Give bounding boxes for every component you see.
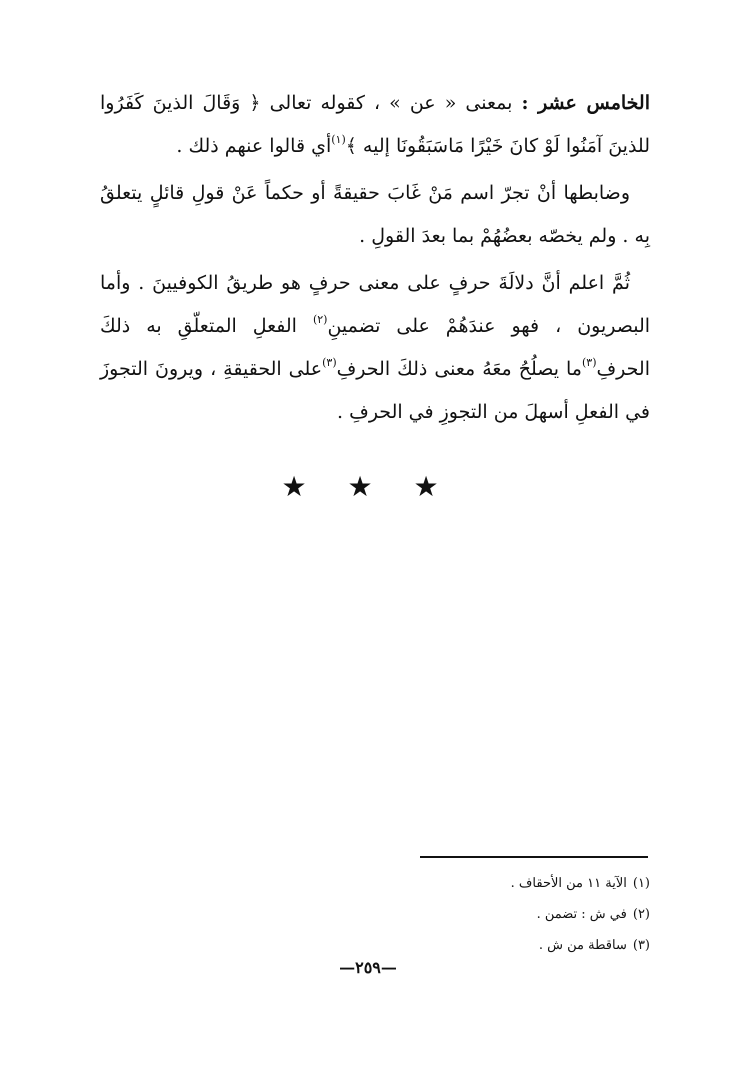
section-heading: الخامس عشر :: [521, 92, 650, 114]
paragraph-3: [100, 262, 650, 434]
footnote-1: [350, 868, 650, 899]
footnote-rule: [420, 856, 648, 858]
main-text: [100, 82, 650, 438]
footnote-2: [350, 899, 650, 930]
footnote-number: (٢): [632, 907, 650, 922]
paragraph-1: [100, 82, 650, 168]
paragraph-2: [100, 172, 650, 258]
paragraph-1-tail: أي قالوا عنهم ذلك .: [176, 135, 332, 157]
footnotes: [350, 868, 650, 961]
page-number: —٢٥٩—: [339, 958, 397, 977]
paragraph-3-text-a: ثُمَّ اعلم أنَّ دلالَةَ حرفٍ على معنى حرفٍ هو طريقُ الكوفيينَ . وأما البصريون ، فهو عندَهُمْ على تضمينِ: [100, 272, 651, 337]
footnote-ref-2: (٢): [312, 313, 328, 326]
star-separator: ★ ★ ★: [281, 470, 455, 503]
paragraph-3-text-c: ما يصلُحُ معَهُ معنى ذلكَ الحرفِ: [336, 358, 582, 380]
footnote-number: (١): [632, 876, 650, 891]
paragraph-2-text: وضابطها أنْ تجرّ اسم مَنْ غَابَ حقيقةً أو حكماً عَنْ قولِ قائلٍ يتعلقُ بِه . ولم يخصّه بعضُهُمْ بما بعدَ القولِ .: [100, 182, 650, 247]
paragraph-1-text: بمعنى « عن » ، كقوله تعالى ﴿ وَقَالَ الذينَ كَفَرُوا للذينَ آمَنُوا لَوْ كانَ خَيْرًا مَاسَبَقُونَا إليه ﴾: [100, 92, 650, 157]
footnote-3: [350, 930, 650, 961]
footnote-text: في ش : تضمن .: [536, 907, 627, 922]
paragraph-3-text-d: على الحقيقةِ ، ويرونَ التجوزَ في الفعلِ أسهلَ من التجوزِ في الحرفِ .: [100, 358, 650, 423]
footnote-number: (٣): [632, 938, 650, 953]
footnote-ref-3b: (٣): [322, 356, 337, 369]
footnote-text: الآية ١١ من الأحقاف .: [510, 876, 627, 891]
footnote-ref-3: (٣): [581, 356, 597, 369]
paragraph-3-text-b: الفعلِ المتعلّقِ به ذلكَ الحرفِ: [100, 315, 650, 380]
footnote-ref-1: (١): [331, 133, 346, 146]
footnote-text: ساقطة من ش .: [538, 938, 627, 953]
